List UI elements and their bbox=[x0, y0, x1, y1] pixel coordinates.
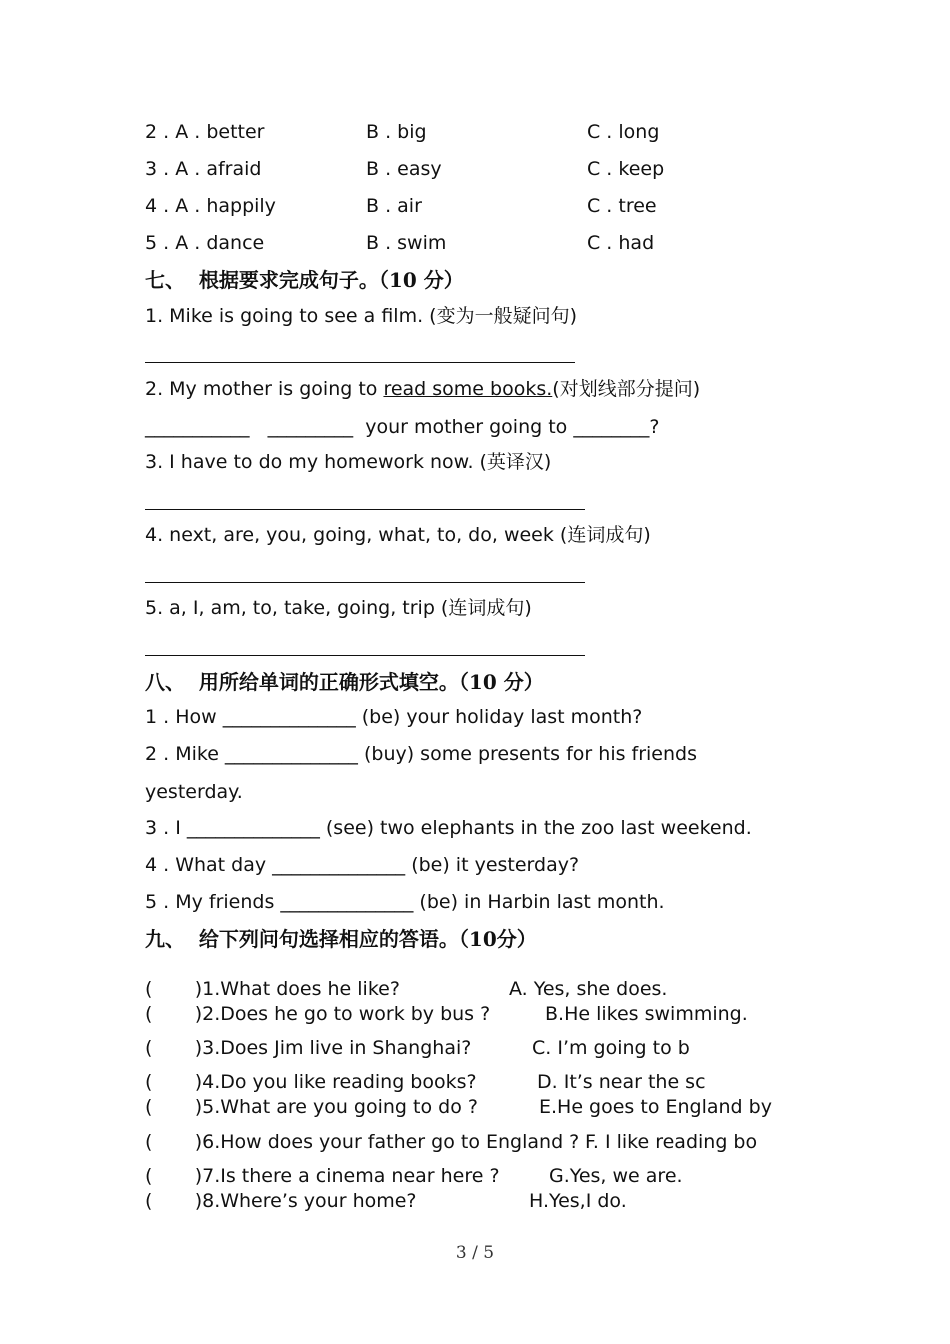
s9-question[interactable]: ( )3.Does Jim live in Shanghai? bbox=[145, 1037, 472, 1059]
option-b: B . easy bbox=[366, 158, 442, 180]
option-a: 5 . A . dance bbox=[145, 232, 265, 254]
answer-line[interactable] bbox=[145, 655, 585, 656]
section-8-heading: 八、 用所给单词的正确形式填空。（10 分） bbox=[145, 670, 544, 694]
s9-question[interactable]: ( )2.Does he go to work by bus ? bbox=[145, 1003, 491, 1025]
option-a: 3 . A . afraid bbox=[145, 158, 262, 180]
option-a: 4 . A . happily bbox=[145, 195, 276, 217]
s9-question[interactable]: ( )8.Where’s your home? bbox=[145, 1190, 417, 1212]
q2-suffix: (对划线部分提问) bbox=[552, 378, 701, 400]
s7-question-5: 5. a, I, am, to, take, going, trip (连词成句) bbox=[145, 597, 532, 619]
option-c: C . tree bbox=[587, 195, 657, 217]
s9-answer: A. Yes, she does. bbox=[509, 978, 668, 1000]
option-b: B . big bbox=[366, 121, 427, 143]
s9-answer: D. It’s near the sc bbox=[537, 1071, 706, 1093]
s9-question[interactable]: ( )5.What are you going to do ? bbox=[145, 1096, 478, 1118]
option-b: B . air bbox=[366, 195, 422, 217]
s9-answer: C. I’m going to b bbox=[532, 1037, 690, 1059]
section-7-heading: 七、 根据要求完成句子。（10 分） bbox=[145, 268, 464, 292]
s9-question[interactable]: ( )4.Do you like reading books? bbox=[145, 1071, 477, 1093]
answer-line[interactable] bbox=[145, 582, 585, 583]
s8-question-2-cont: yesterday. bbox=[145, 781, 243, 803]
s9-answer: H.Yes,I do. bbox=[529, 1190, 627, 1212]
section-9-heading: 九、 给下列问句选择相应的答语。（10分） bbox=[145, 927, 537, 951]
s8-question-1[interactable]: 1 . How ______________ (be) your holiday last month? bbox=[145, 706, 643, 728]
s9-question[interactable]: ( )7.Is there a cinema near here ? bbox=[145, 1165, 500, 1187]
option-c: C . long bbox=[587, 121, 660, 143]
page-number: 3 / 5 bbox=[455, 1243, 495, 1263]
s8-question-3[interactable]: 3 . I ______________ (see) two elephants in the zoo last weekend. bbox=[145, 817, 752, 839]
s9-answer: G.Yes, we are. bbox=[549, 1165, 683, 1187]
s9-answer: B.He likes swimming. bbox=[545, 1003, 748, 1025]
s7-question-1: 1. Mike is going to see a film. (变为一般疑问句) bbox=[145, 305, 577, 327]
s8-question-5[interactable]: 5 . My friends ______________ (be) in Harbin last month. bbox=[145, 891, 665, 913]
s7-question-3: 3. I have to do my homework now. (英译汉) bbox=[145, 451, 552, 473]
s9-answer: F. I like reading bo bbox=[585, 1131, 758, 1153]
option-c: C . had bbox=[587, 232, 655, 254]
answer-line[interactable] bbox=[145, 509, 585, 510]
s8-question-2[interactable]: 2 . Mike ______________ (buy) some presents for his friends bbox=[145, 743, 698, 765]
q2-underlined: read some books. bbox=[383, 378, 553, 400]
answer-line[interactable] bbox=[145, 362, 575, 363]
s9-question[interactable]: ( )1.What does he like? bbox=[145, 978, 400, 1000]
option-b: B . swim bbox=[366, 232, 447, 254]
s9-question[interactable]: ( )6.How does your father go to England ? bbox=[145, 1131, 580, 1153]
option-c: C . keep bbox=[587, 158, 665, 180]
q2-prefix: 2. My mother is going to bbox=[145, 378, 384, 400]
s7-question-2 bbox=[145, 377, 700, 401]
s7-question-4: 4. next, are, you, going, what, to, do, week (连词成句) bbox=[145, 524, 651, 546]
option-a: 2 . A . better bbox=[145, 121, 265, 143]
s7-q2-blank-line[interactable]: ___________ _________ your mother going to ________? bbox=[145, 416, 660, 438]
s9-answer: E.He goes to England by bbox=[539, 1096, 772, 1118]
s8-question-4[interactable]: 4 . What day ______________ (be) it yesterday? bbox=[145, 854, 580, 876]
